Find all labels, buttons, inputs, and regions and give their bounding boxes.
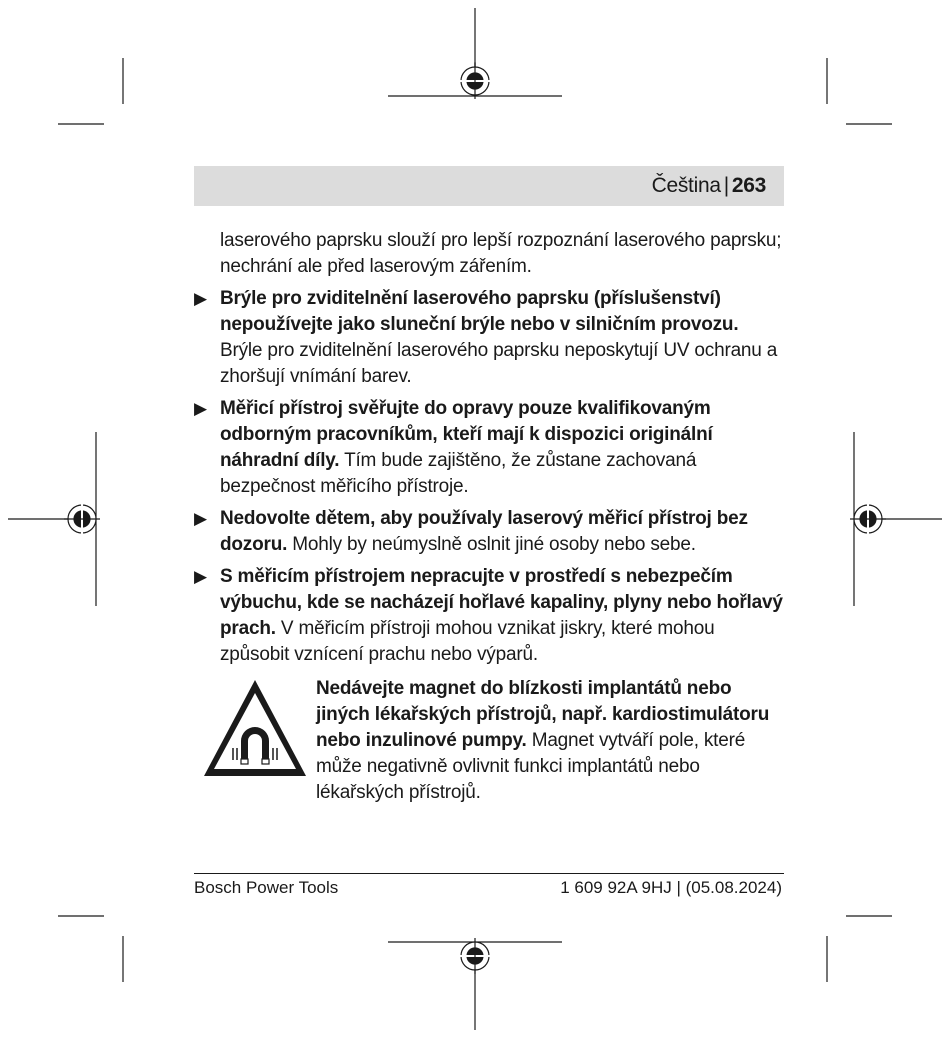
bullet-bold-text: Brýle pro zviditelnění laserového paprsku (příslušenství) nepoužívejte jako sluneční brýle nebo v silničním provozu. (220, 288, 739, 335)
bullet-triangle-icon: ▶ (194, 509, 207, 528)
magnet-warning-bold: Nedávejte magnet do blízkosti implantátů nebo jiných lékařských přístrojů, např. kardiostimulátoru nebo inzulinové pumpy. (316, 678, 770, 751)
list-item (194, 286, 784, 390)
list-item (194, 396, 784, 500)
header-separator: | (723, 174, 729, 197)
magnet-warning-normal: Magnet vytváří pole, které může negativně ovlivnit funkci implantátů nebo lékařských přístrojů. (316, 730, 746, 803)
magnet-warning (194, 676, 784, 806)
list-item (194, 564, 784, 668)
registration-mark-right (850, 432, 942, 606)
bullet-normal-text: Mohly by neúmyslně oslnit jiné osoby nebo sebe. (292, 534, 696, 555)
bullet-bold-text: Nedovolte dětem, aby používaly laserový měřicí přístroj bez dozoru. (220, 508, 748, 555)
registration-mark-bottom (388, 938, 562, 1030)
page-header (194, 166, 784, 206)
list-item (194, 506, 784, 558)
bullet-triangle-icon: ▶ (194, 399, 207, 418)
page-content (194, 228, 784, 806)
bullet-bold-text: S měřicím přístrojem nepracujte v prostředí s nebezpečím výbuchu, kde se nacházejí hořlavé kapaliny, plyny nebo hořlavý prach. (220, 566, 783, 639)
bullet-normal-text: V měřicím přístroji mohou vznikat jiskry, které mohou způsobit vznícení prachu nebo výparů. (220, 618, 715, 665)
footer-brand: Bosch Power Tools (194, 878, 339, 897)
registration-mark-top (388, 8, 562, 99)
magnet-warning-icon (200, 676, 310, 780)
footer-doc-number: 1 609 92A 9HJ | (05.08.2024) (560, 878, 782, 897)
registration-mark-left (8, 432, 100, 606)
bullet-bold-text: Měřicí přístroj svěřujte do opravy pouze kvalifikovaným odborným pracovníkům, kteří mají k dispozici originální náhradní díly. (220, 398, 713, 471)
bullet-triangle-icon: ▶ (194, 289, 207, 308)
bullet-normal-text: Tím bude zajištěno, že zůstane zachovaná bezpečnost měřicího přístroje. (220, 450, 697, 497)
header-language: Čeština (651, 174, 721, 197)
footer-divider (194, 873, 784, 874)
page-number: 263 (731, 174, 766, 197)
magnet-warning-text (316, 676, 786, 806)
bullet-triangle-icon: ▶ (194, 567, 207, 586)
intro-paragraph: laserového paprsku slouží pro lepší rozpoznání laserového paprsku; nechrání ale před laserovým zářením. (220, 230, 782, 277)
bullet-normal-text: Brýle pro zviditelnění laserového paprsku neposkytují UV ochranu a zhoršují vnímání barev. (220, 340, 778, 387)
header-text (652, 174, 766, 198)
